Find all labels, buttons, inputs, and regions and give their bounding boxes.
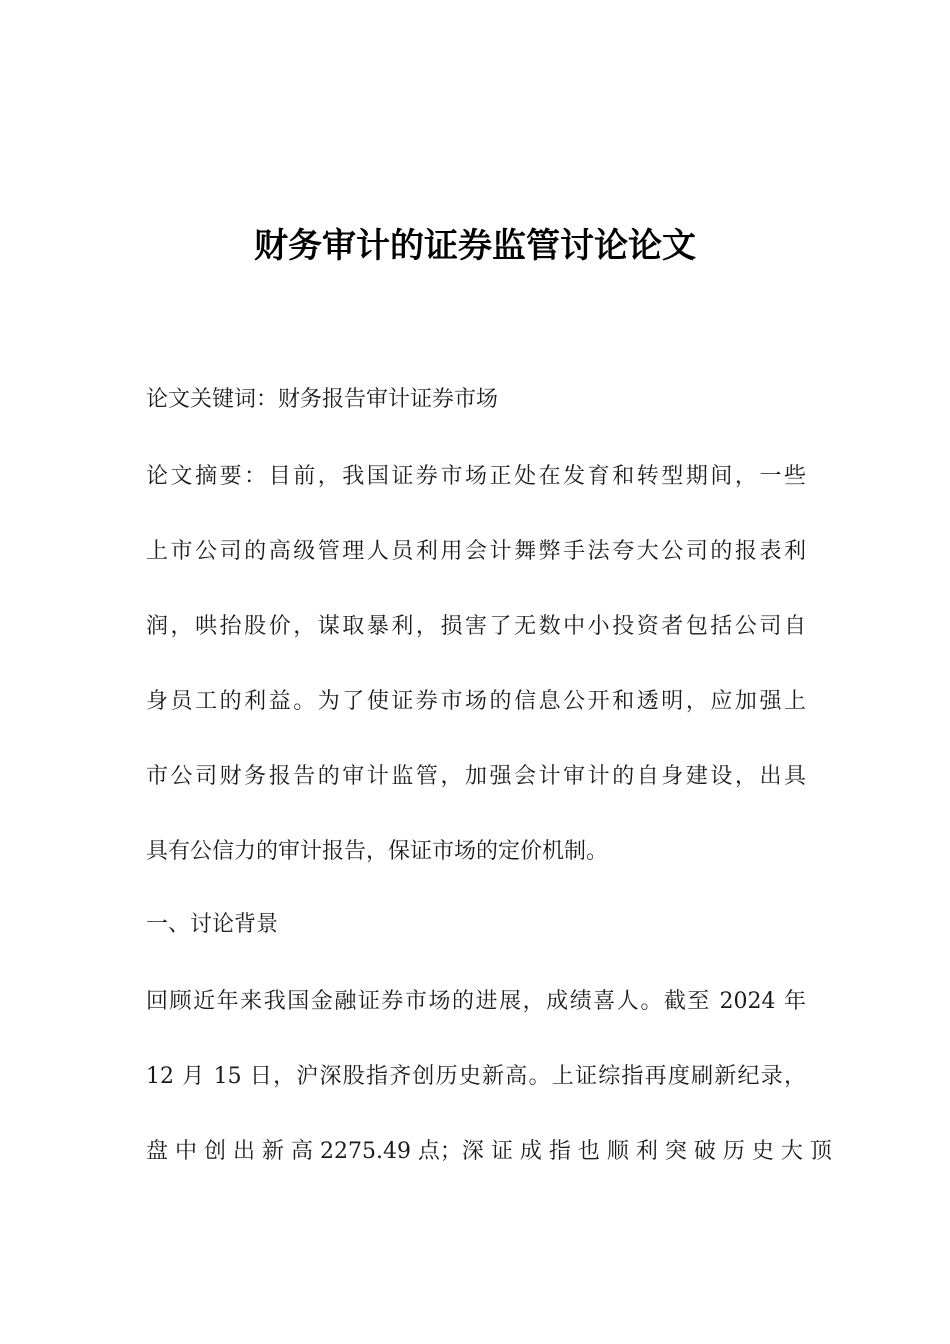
abstract-line: 上市公司的高级管理人员利用会计舞弊手法夸大公司的报表利: [146, 539, 806, 564]
abstract-line: 身员工的利益。为了使证券市场的信息公开和透明，应加强上: [146, 689, 806, 714]
section1-line: 回顾近年来我国金融证券市场的进展，成绩喜人。截至 2024 年: [146, 989, 806, 1014]
section1-line: 12 月 15 日，沪深股指齐创历史新高。上证综指再度刷新纪录，: [146, 1064, 806, 1089]
abstract-line: 论文摘要：目前，我国证券市场正处在发育和转型期间，一些: [146, 464, 806, 489]
document-title: 财务审计的证券监管讨论论文: [254, 226, 696, 266]
abstract-line: 具有公信力的审计报告，保证市场的定价机制。: [146, 839, 609, 864]
keywords-line: 论文关键词：财务报告审计证券市场: [146, 387, 499, 412]
abstract-line: 市公司财务报告的审计监管，加强会计审计的自身建设，出具: [146, 764, 806, 789]
section1-line: 盘 中 创 出 新 高 2275.49 点；深 证 成 指 也 顺 利 突 破 历 史 大 顶: [146, 1139, 832, 1164]
section1-heading: 一、讨论背景: [146, 912, 279, 937]
abstract-line: 润，哄抬股价，谋取暴利，损害了无数中小投资者包括公司自: [146, 614, 806, 639]
